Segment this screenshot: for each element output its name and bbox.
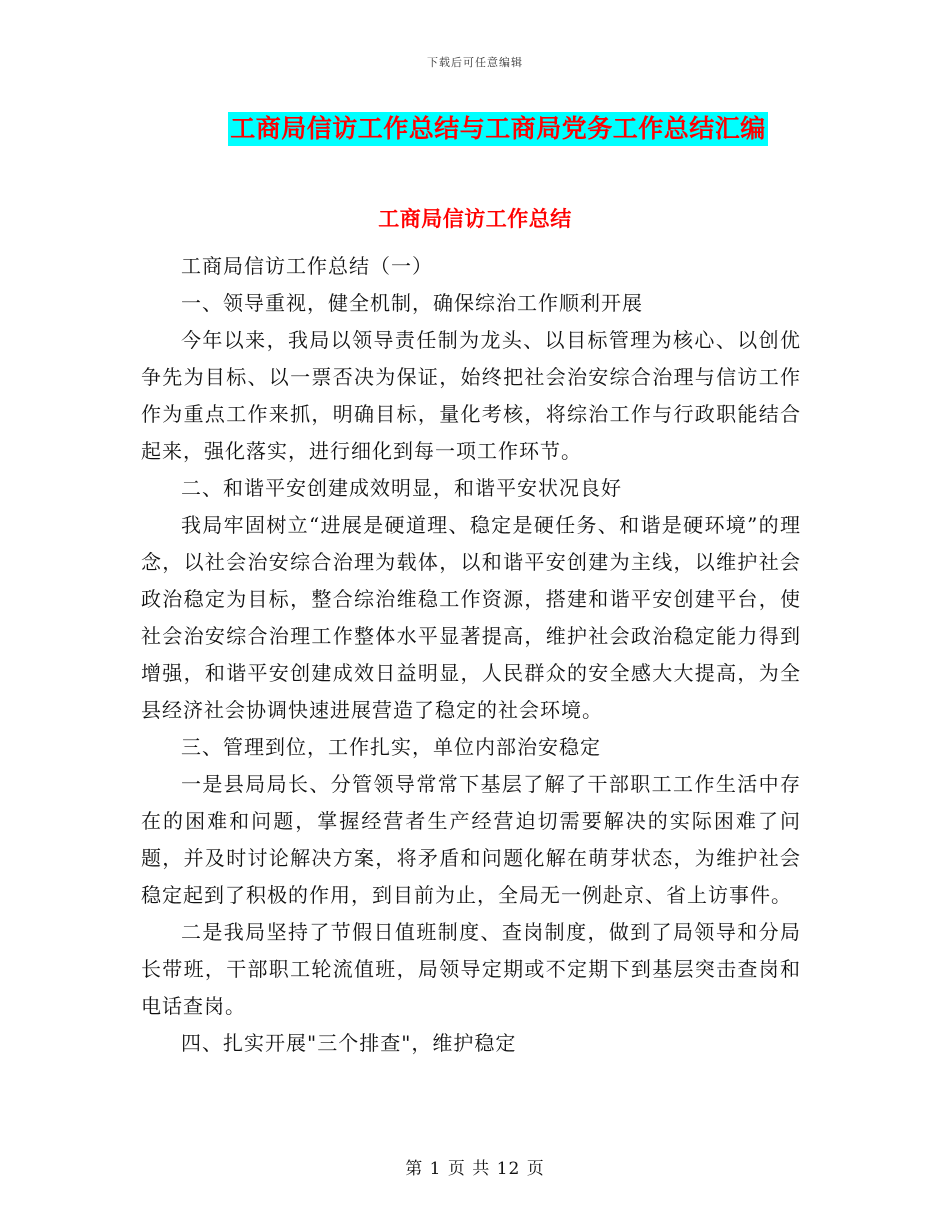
header-note: 下载后可任意编辑 [427, 56, 523, 69]
document-body [141, 248, 801, 1062]
main-title-wrap [0, 112, 950, 146]
subheading-part-one: 工商局信访工作总结（一） [181, 254, 433, 278]
section-title: 工商局信访工作总结 [378, 206, 572, 231]
paragraph-4: 二是我局坚持了节假日值班制度、查岗制度，做到了局领导和分局长带班，干部职工轮流值班，局领导定期或不定期下到基层突击查岗和电话查岗。 [141, 920, 801, 1018]
paragraph-3: 一是县局局长、分管领导常常下基层了解了干部职工工作生活中存在的困难和问题，掌握经营者生产经营迫切需要解决的实际困难了问题，并及时讨论解决方案，将矛盾和问题化解在萌芽状态，为维护社会稳定起到了积极的作用，到目前为止，全局无一例赴京、省上访事件。 [141, 772, 801, 907]
main-title: 工商局信访工作总结与工商局党务工作总结汇编 [228, 112, 768, 146]
paragraph-2: 我局牢固树立“进展是硬道理、稳定是硬任务、和谐是硬环境”的理念，以社会治安综合治理为载体，以和谐平安创建为主线，以维护社会政治稳定为目标，整合综治维稳工作资源，搭建和谐平安创建平台，使社会治安综合治理工作整体水平显著提高，维护社会政治稳定能力得到增强，和谐平安创建成效日益明显，人民群众的安全感大大提高，为全县经济社会协调快速进展营造了稳定的社会环境。 [141, 513, 801, 722]
page-footer: 第 1 页 共 12 页 [405, 1159, 545, 1179]
heading-section-3: 三、管理到位，工作扎实，单位内部治安稳定 [181, 735, 601, 759]
heading-section-4: 四、扎实开展"三个排查"，维护稳定 [181, 1031, 517, 1055]
paragraph-1: 今年以来，我局以领导责任制为龙头、以目标管理为核心、以创优争先为目标、以一票否决为保证，始终把社会治安综合治理与信访工作作为重点工作来抓，明确目标，量化考核，将综治工作与行政职能结合起来，强化落实，进行细化到每一项工作环节。 [141, 328, 801, 463]
heading-section-1: 一、领导重视，健全机制，确保综治工作顺利开展 [181, 291, 643, 315]
heading-section-2: 二、和谐平安创建成效明显，和谐平安状况良好 [181, 476, 622, 500]
